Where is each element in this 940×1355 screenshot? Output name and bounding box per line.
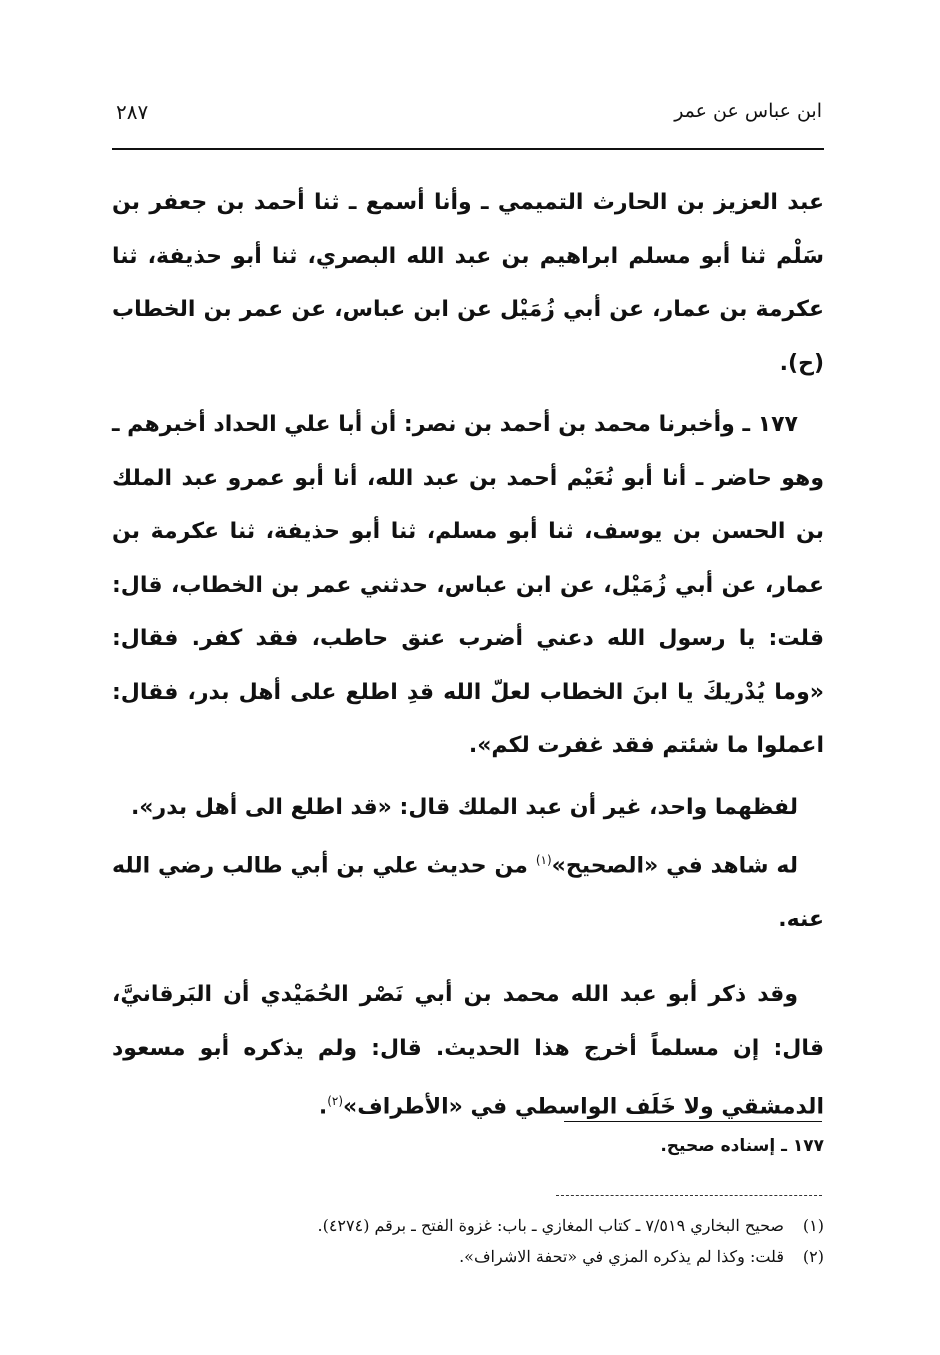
footnote-text: قلت: وكذا لم يذكره المزي في «تحفة الاشراف».: [459, 1247, 784, 1266]
humaydi-text: وقد ذكر أبو عبد الله محمد بن أبي نَصْر الحُمَيْدي أن البَرقانيَّ، قال: إن مسلماً أخرج هذا الحديث. قال: ولم يذكره أبو مسعود الدمشقي ولا خَلَف الواسطي في «الأطراف»: [112, 982, 824, 1120]
witness-text-cont: من حديث علي بن أبي طالب رضي الله عنه.: [112, 853, 824, 932]
humaydi-text-end: .: [318, 1094, 328, 1120]
paragraph-isnad: عبد العزيز بن الحارث التميمي ـ وأنا أسمع ـ ثنا أحمد بن جعفر بن سَلْم ثنا أبو مسلم ابراهيم بن عبد الله البصري، ثنا أبو حذيفة، ثنا عكرمة بن عمار، عن أبي زُمَيْل عن ابن عباس، عن عمر بن الخطاب (ح).: [112, 190, 824, 376]
footnote-2: [114, 1241, 824, 1272]
page-number: ٢٨٧: [116, 100, 149, 124]
footnote-1: [114, 1210, 824, 1241]
footnote-divider: [556, 1195, 822, 1196]
paragraph-witness: [112, 834, 824, 946]
footnote-rule: [564, 1121, 822, 1122]
header-rule: [112, 148, 824, 150]
header-title: ابن عباس عن عمر: [674, 100, 822, 122]
paragraph-wording-note: لفظهما واحد، غير أن عبد الملك قال: «قد اطلع الى أهل بدر».: [130, 794, 798, 820]
paragraph-humaydi: [112, 968, 824, 1134]
main-text: [112, 176, 824, 1134]
footnotes: [114, 1210, 824, 1272]
witness-text: له شاهد في «الصحيح»: [551, 853, 799, 879]
isnad-grade-note: ١٧٧ ـ إسناده صحيح.: [660, 1136, 824, 1156]
running-header: [112, 100, 822, 140]
footnote-mark-2: (٢): [327, 1094, 344, 1109]
footnote-mark-1: (١): [535, 853, 552, 867]
footnote-number: (٢): [802, 1247, 824, 1266]
footnote-text: صحيح البخاري ٧/٥١٩ ـ كتاب المغازي ـ باب: غزوة الفتح ـ برقم (٤٢٧٤).: [317, 1216, 784, 1235]
footnote-number: (١): [802, 1216, 824, 1235]
paragraph-hadith-177: ١٧٧ ـ وأخبرنا محمد بن أحمد بن نصر: أن أبا علي الحداد أخبرهم ـ وهو حاضر ـ أنا أبو نُعَيْم أحمد بن عبد الله، أنا أبو عمرو عبد الملك بن الحسن بن يوسف، ثنا أبو مسلم، ثنا أبو حذيفة، ثنا عكرمة بن عمار، عن أبي زُمَيْل، عن ابن عباس، حدثني عمر بن الخطاب، قال: قلت: يا رسول الله دعني أضرب عنق حاطب، فقد كفر. فقال: «وما يُدْريكَ يا ابنَ الخطاب لعلّ الله قدِ اطلع على أهل بدر، فقال: اعملوا ما شئتم فقد غفرت لكم».: [112, 412, 824, 758]
